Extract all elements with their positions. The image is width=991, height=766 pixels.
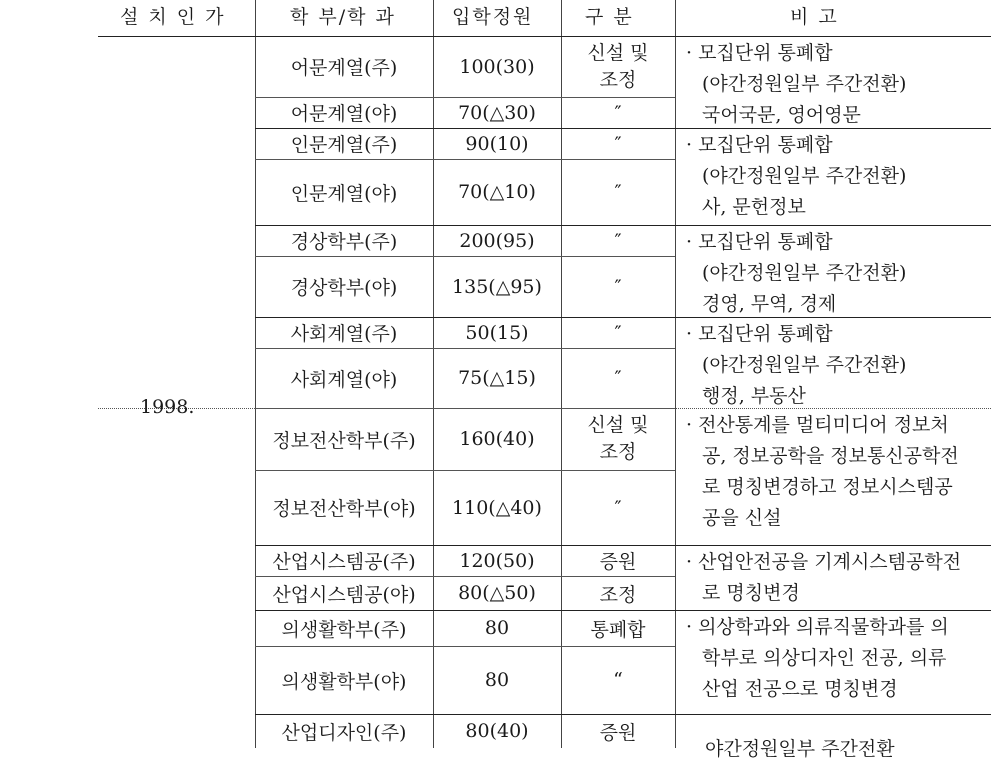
note-line: 사, 문헌정보 (702, 196, 806, 218)
note-cell (686, 227, 991, 317)
dept-cell: 산업디자인(주) (281, 721, 407, 744)
type-cell: ″ (614, 132, 622, 155)
quota-cell: 160(40) (459, 428, 535, 450)
quota-cell: 110(△40) (452, 496, 542, 519)
note-line: 국어국문, 영어영문 (702, 104, 861, 126)
note-cell (686, 319, 991, 408)
note-line: 행정, 부동산 (702, 385, 806, 407)
dept-cell: 인문계열(야) (290, 182, 398, 205)
header-type: 구 분 (585, 6, 634, 28)
note-line: (야간정원일부 주간전환) (702, 73, 907, 95)
quota-cell: 70(△10) (458, 181, 536, 203)
type-cell: ″ (614, 229, 622, 252)
note-line: 야간정원일부 주간전환 (705, 738, 895, 760)
dept-cell: 사회계열(야) (290, 368, 398, 391)
note-line: 로 명칭변경 (702, 582, 800, 604)
note-cell (686, 130, 991, 225)
note-line: (야간정원일부 주간전환) (702, 262, 907, 284)
type-cell: ″ (614, 275, 622, 298)
quota-cell: 135(△95) (452, 275, 542, 298)
note-cell (686, 612, 991, 714)
type-cell: 증원 (599, 721, 637, 744)
dept-cell: 경상학부(야) (290, 277, 398, 299)
approval-year: 1998. (140, 396, 195, 418)
header-note: 비 고 (790, 6, 839, 28)
quota-cell: 80 (484, 617, 510, 639)
note-cell (686, 38, 991, 128)
dept-cell: 의생활학부(주) (281, 618, 407, 641)
quota-cell: 80 (484, 669, 510, 691)
note-line: 경영, 무역, 경제 (702, 293, 837, 315)
header-dept: 학 부/학 과 (290, 6, 396, 28)
note-line: · 모집단위 통폐합 (686, 231, 833, 253)
type-cell: “ (613, 669, 623, 691)
note-line: · 모집단위 통폐합 (686, 323, 833, 345)
type-cell: ″ (614, 496, 622, 519)
note-line: · 산업안전공을 기계시스템공학전 (686, 551, 962, 573)
note-line: 공, 정보공학을 정보통신공학전 (702, 445, 959, 467)
note-line: (야간정원일부 주간전환) (702, 354, 907, 376)
quota-cell: 70(△30) (458, 101, 536, 124)
note-line: 산업 전공으로 명칭변경 (702, 678, 898, 700)
dept-cell: 어문계열(주) (290, 57, 398, 79)
dept-cell: 정보전산학부(주) (272, 429, 416, 452)
note-line: (야간정원일부 주간전환) (702, 165, 907, 187)
note-line: · 모집단위 통폐합 (686, 42, 833, 64)
quota-cell: 80(△50) (458, 582, 536, 604)
type-cell: ″ (614, 181, 622, 203)
note-line: · 의상학과와 의류직물학과를 의 (686, 616, 949, 638)
dept-cell: 인문계열(주) (290, 134, 398, 156)
dept-cell: 산업시스템공(주) (272, 551, 416, 573)
note-cell (686, 547, 991, 610)
note-line: · 모집단위 통폐합 (686, 134, 833, 156)
dept-cell: 어문계열(야) (290, 103, 398, 125)
quota-cell: 200(95) (459, 229, 535, 252)
note-cell (705, 734, 991, 766)
type-cell: ″ (614, 101, 622, 124)
header-year: 설 치 인 가 (120, 6, 226, 28)
type-cell: 통폐합 (590, 618, 646, 641)
dept-cell: 의생활학부(야) (281, 670, 407, 693)
quota-cell: 75(△15) (458, 367, 536, 389)
dept-cell: 정보전산학부(야) (272, 498, 416, 520)
type-cell: 신설 및 조정 (587, 414, 649, 463)
quota-cell: 90(10) (465, 132, 529, 155)
header-quota: 입학정원 (452, 6, 534, 28)
dept-cell: 산업시스템공(야) (272, 583, 416, 606)
note-line: · 전산통계를 멀티미디어 정보처 (686, 414, 949, 436)
quota-cell: 120(50) (459, 549, 535, 572)
quota-cell: 80(40) (465, 720, 529, 742)
type-cell: ″ (614, 367, 622, 389)
type-cell: 증원 (599, 551, 637, 573)
note-cell (686, 410, 991, 545)
type-cell: ″ (614, 321, 622, 344)
type-cell: 신설 및 조정 (587, 41, 649, 91)
note-line: 학부로 의상디자인 전공, 의류 (702, 647, 947, 669)
note-line: 로 명칭변경하고 정보시스템공 (702, 476, 953, 498)
quota-cell: 100(30) (459, 55, 535, 78)
note-line: 공을 신설 (702, 507, 782, 529)
dept-cell: 경상학부(주) (290, 231, 398, 253)
quota-cell: 50(15) (465, 321, 529, 344)
dept-cell: 사회계열(주) (290, 323, 398, 345)
type-cell: 조정 (599, 583, 637, 606)
table-header (0, 0, 991, 36)
